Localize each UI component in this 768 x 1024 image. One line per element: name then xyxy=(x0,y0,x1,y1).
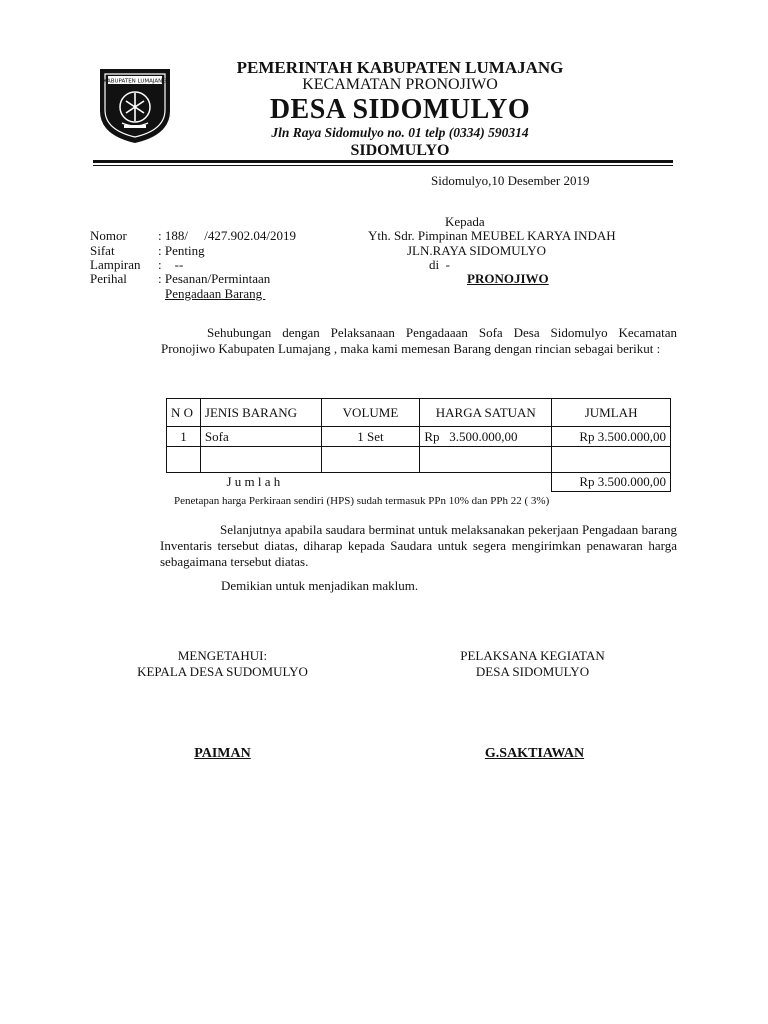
nomor-value: : 188/ /427.902.04/2019 xyxy=(158,228,296,243)
hps-note: Penetapan harga Perkiraan sendiri (HPS) sudah termasuk PPn 10% dan PPh 22 ( 3%) xyxy=(174,495,550,507)
cell-jumlah xyxy=(552,447,671,473)
right-signatory-name: G.SAKTIAWAN xyxy=(484,746,585,761)
letterhead-rule-thick xyxy=(93,160,673,163)
table-row xyxy=(167,427,671,447)
left-signatory-name: PAIMAN xyxy=(194,746,251,761)
cell-jenis-barang xyxy=(200,447,321,473)
recipient-line3: di - xyxy=(429,257,450,272)
opening-paragraph xyxy=(161,325,677,357)
cell-harga-satuan xyxy=(420,447,552,473)
left-signature-title2: KEPALA DESA SUDOMULYO xyxy=(137,664,308,679)
header-volume: VOLUME xyxy=(321,399,420,427)
letterhead-city: SIDOMULYO xyxy=(350,142,450,159)
cell-no: 1 xyxy=(167,427,201,447)
table-row xyxy=(167,447,671,473)
sifat-value: : Penting xyxy=(158,243,205,258)
perihal-value: : Pesanan/Permintaan xyxy=(158,271,271,286)
table-total-row xyxy=(167,473,671,492)
items-table xyxy=(166,398,671,492)
cell-jenis-barang: Sofa xyxy=(200,427,321,447)
table-header-row xyxy=(167,399,671,427)
closing-sentence: Demikian untuk menjadikan maklum. xyxy=(221,578,419,593)
left-signature-block xyxy=(110,648,335,680)
lampiran-label: Lampiran xyxy=(90,257,141,272)
cell-harga-satuan: Rp 3.500.000,00 xyxy=(420,427,552,447)
recipient-line1: Yth. Sdr. Pimpinan MEUBEL KARYA INDAH xyxy=(368,228,616,243)
letterhead-district: KECAMATAN PRONOJIWO xyxy=(302,76,498,93)
sifat-label: Sifat xyxy=(90,243,115,258)
nomor-label: Nomor xyxy=(90,228,127,243)
total-label: J u m l a h xyxy=(167,473,552,492)
right-signature-title2: DESA SIDOMULYO xyxy=(475,664,590,679)
header-jumlah: JUMLAH xyxy=(552,399,671,427)
recipient-kepada: Kepada xyxy=(445,214,485,229)
opening-paragraph-text: Sehubungan dengan Pelaksanaan Pengadaaan Sofa Desa Sidomulyo Kecamatan Pronojiwo Kabupaten Lumajang , maka kami memesan Barang dengan rincian sebagai berikut : xyxy=(161,325,677,356)
followup-paragraph-text: Selanjutnya apabila saudara berminat untuk melaksanakan pekerjaan Pengadaan barang Inventaris tersebut diatas, diharap kepada Saudara untuk segera mengirimkan penawaran harga sebagaimana tersebut diatas. xyxy=(160,522,677,569)
letter-date: Sidomulyo,10 Desember 2019 xyxy=(431,173,590,188)
cell-volume xyxy=(321,447,420,473)
total-value: Rp 3.500.000,00 xyxy=(552,473,671,492)
cell-no xyxy=(167,447,201,473)
cell-volume: 1 Set xyxy=(321,427,420,447)
perihal-label: Perihal xyxy=(90,271,127,286)
recipient-line4: PRONOJIWO xyxy=(467,271,549,286)
perihal-value-line2: Pengadaan Barang xyxy=(165,286,266,301)
lampiran-value: : -- xyxy=(158,257,184,272)
svg-text:KABUPATEN LUMAJANG: KABUPATEN LUMAJANG xyxy=(103,78,167,85)
header-harga-satuan: HARGA SATUAN xyxy=(420,399,552,427)
cell-jumlah: Rp 3.500.000,00 xyxy=(552,427,671,447)
recipient-line2: JLN.RAYA SIDOMULYO xyxy=(407,243,547,258)
right-signature-block xyxy=(420,648,645,680)
followup-paragraph xyxy=(160,522,677,570)
letterhead-village: DESA SIDOMULYO xyxy=(269,94,531,125)
regency-logo xyxy=(96,63,174,145)
right-signature-title1: PELAKSANA KEGIATAN xyxy=(460,648,605,663)
letterhead-rule-thin xyxy=(93,165,673,166)
left-signature-title1: MENGETAHUI: xyxy=(177,648,268,663)
letterhead-government: PEMERINTAH KABUPATEN LUMAJANG xyxy=(236,58,564,77)
header-jenis-barang: JENIS BARANG xyxy=(200,399,321,427)
header-no: N O xyxy=(167,399,201,427)
letterhead-address: Jln Raya Sidomulyo no. 01 telp (0334) 590314 xyxy=(271,125,529,140)
